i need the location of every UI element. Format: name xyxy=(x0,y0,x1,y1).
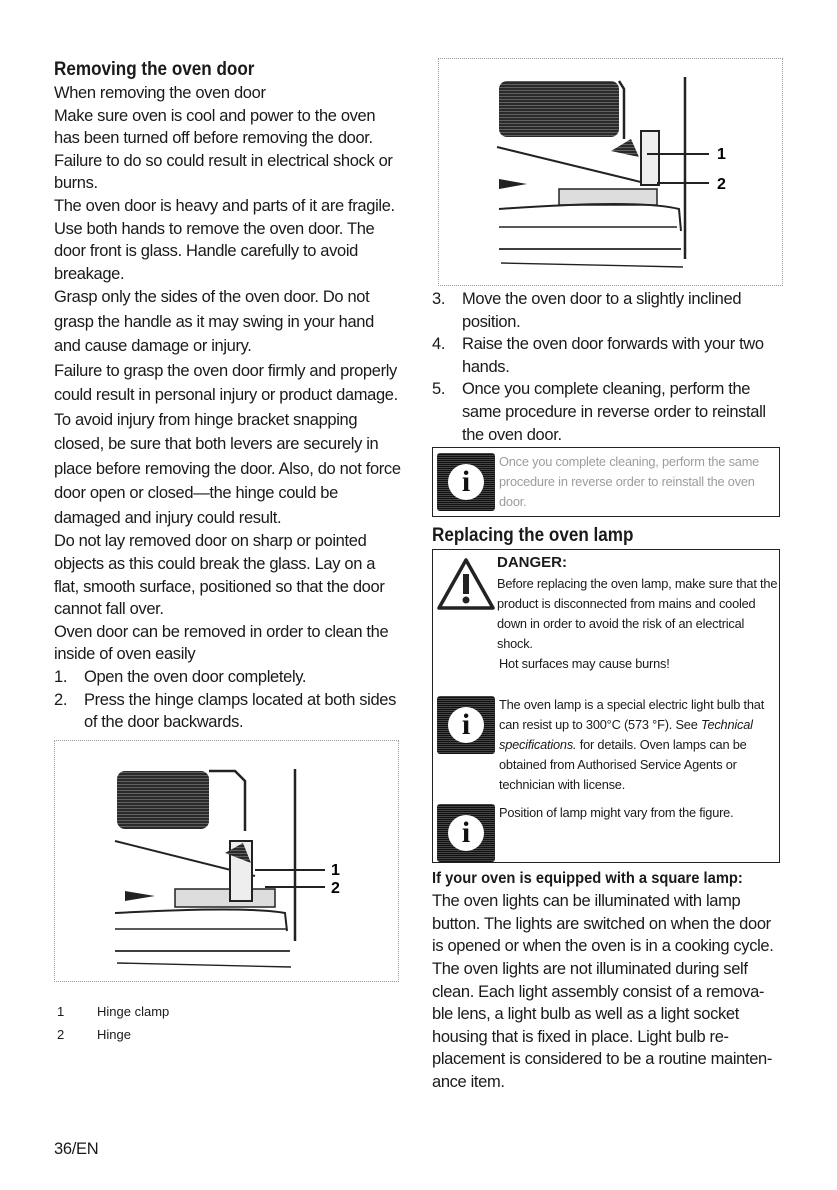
page-number: 36/EN xyxy=(54,1140,99,1158)
section-heading-removing-door: Removing the oven door xyxy=(54,59,255,80)
legend-item: 2 Hinge xyxy=(57,1026,131,1042)
info-icon: i xyxy=(437,453,495,511)
paragraph: Do not lay removed door on sharp or pointed objects as this could break the glass. Lay on a flat, smooth surface, positioned so that the door cannot fall over. xyxy=(54,532,385,619)
square-lamp-subheading: If your oven is equipped with a square lamp: xyxy=(432,870,743,888)
danger-title: DANGER: xyxy=(497,554,567,572)
right-column xyxy=(432,58,780,1094)
info-note-text: Once you complete cleaning, perform the same procedure in reverse order to reinstall the oven door. xyxy=(499,454,760,510)
hinge-illustration xyxy=(55,741,398,981)
paragraph: Grasp only the sides of the oven door. Do not grasp the handle as it may swing in your hand and cause damage or injury. xyxy=(54,288,374,356)
figure-label-2: 2 xyxy=(717,176,726,193)
danger-content xyxy=(497,550,779,654)
warning-icon xyxy=(435,556,497,612)
list-item: 2. Press the hinge clamps located at both sides of the door backwards. xyxy=(54,690,397,732)
hinge-figure-right xyxy=(438,58,783,286)
door-incline-illustration xyxy=(439,59,782,285)
danger-hot-surfaces: Hot surfaces may cause burns! xyxy=(499,656,670,672)
left-column xyxy=(54,58,402,1046)
danger-section xyxy=(433,550,779,654)
info-section-lamp xyxy=(433,691,779,795)
hinge-figure-left xyxy=(54,740,399,982)
list-item: 5. Once you complete cleaning, perform the same procedure in reverse order to reinstall the oven door. xyxy=(432,380,766,444)
info-note-box xyxy=(432,447,780,517)
steps-list xyxy=(432,288,780,446)
danger-text: Before replacing the oven lamp, make sure that the product is disconnected from mains and cooled down in order to avoid the risk of an electrical shock. xyxy=(497,576,778,652)
info-lamp-text: The oven lamp is a special electric light bulb that can resist up to 300°C (573 °F). See Technical specifications. for details. Oven lamps can be obtained from Authorised Service Agents or technician with license. xyxy=(499,697,765,793)
danger-box xyxy=(432,549,780,863)
square-lamp-paragraph: The oven lights can be illuminated with lamp button. The lights are switched on when the door is opened or when the oven is in a cooking cycle. The oven lights are not illuminated during self clean. Each light assembly consist of a remova-ble lens, a light bulb as well as a light socket housing that is fixed in place. Light bulb re-placement is considered to be a routine mainten-ance item. xyxy=(432,892,774,1091)
info-icon: i xyxy=(437,804,495,862)
paragraph: To avoid injury from hinge bracket snapping closed, be sure that both levers are securely in place before removing the door. Also, do not force door open or closed—the hinge could be damaged and injury could result. xyxy=(54,410,401,527)
paragraph: Make sure oven is cool and power to the oven has been turned off before removing the door. Failure to do so could result in electrical shock or burns. xyxy=(54,106,393,193)
paragraph: Oven door can be removed in order to clean the inside of oven easily xyxy=(54,622,389,664)
info-section-position xyxy=(433,799,779,862)
list-item: 3. Move the oven door to a slightly inclined position. xyxy=(432,290,742,331)
figure-label-1: 1 xyxy=(717,146,726,163)
figure-label-1: 1 xyxy=(331,861,340,879)
figure-legend xyxy=(54,1000,402,1046)
legend-item: 1 Hinge clamp xyxy=(57,1003,170,1019)
list-item: 1. Open the oven door completely. xyxy=(54,667,307,686)
info-icon: i xyxy=(437,696,495,754)
figure-label-2: 2 xyxy=(331,879,340,897)
paragraph: Failure to grasp the oven door firmly and properly could result in personal injury or product damage. xyxy=(54,361,398,405)
list-item: 4. Raise the oven door forwards with your two hands. xyxy=(432,335,764,376)
paragraph: The oven door is heavy and parts of it are fragile. Use both hands to remove the oven door. The door front is glass. Handle carefully to avoid breakage. xyxy=(54,196,395,283)
steps-list xyxy=(54,666,402,734)
info-position-text: Position of lamp might vary from the figure. xyxy=(499,805,734,821)
section-heading-replacing-lamp: Replacing the oven lamp xyxy=(432,525,634,547)
paragraph: When removing the oven door xyxy=(54,84,266,102)
